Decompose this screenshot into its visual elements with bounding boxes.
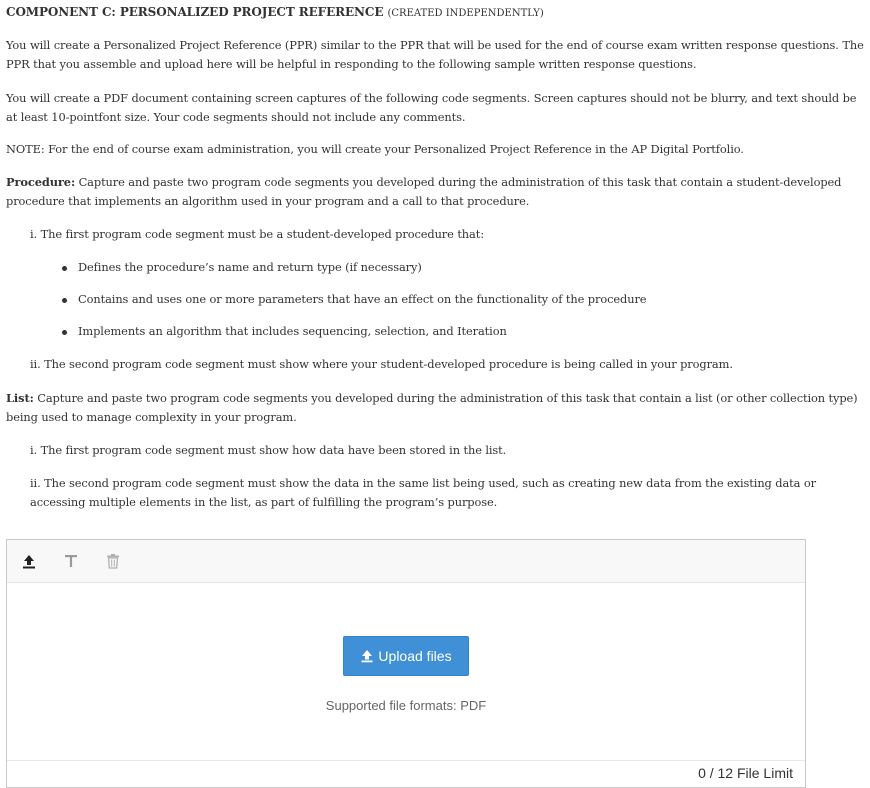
file-uploader — [6, 539, 806, 788]
upload-icon[interactable] — [20, 552, 38, 570]
list-item-i: i. The first program code segment must show how data have been stored in the list. — [30, 443, 507, 457]
procedure-item-i: i. The first program code segment must be a student-developed procedure that: — [30, 227, 484, 241]
list-item-ii: ii. The second program code segment must show the data in the same list being used, such as creating new data from the existing data or accessing multiple elements in the list, as part of fulfilling the program’s purpose. — [30, 476, 816, 509]
trash-icon[interactable] — [104, 552, 122, 570]
procedure-text: Capture and paste two program code segments you developed during the administration of this task that contain a student-developed procedure that implements an algorithm used in your program and a call to that procedure. — [6, 175, 842, 208]
drop-zone[interactable] — [7, 583, 805, 760]
page-title — [6, 3, 544, 23]
text-icon[interactable] — [62, 552, 80, 570]
file-limit-counter: 0 / 12 File Limit — [698, 765, 793, 781]
uploader-toolbar — [7, 540, 805, 583]
paragraph-note: NOTE: For the end of course exam administration, you will create your Personalized Project Reference in the AP Digital Portfolio. — [6, 142, 744, 156]
procedure-label: Procedure: — [6, 175, 76, 189]
bullet-text: Contains and uses one or more parameters that have an effect on the functionality of the procedure — [78, 292, 647, 306]
bullet-text: Implements an algorithm that includes sequencing, selection, and Iteration — [78, 324, 507, 338]
bullet-icon — [62, 266, 67, 271]
bullet-icon — [62, 330, 67, 335]
list-label: List: — [6, 391, 34, 405]
procedure-paragraph — [6, 173, 864, 211]
bullet-icon — [62, 298, 67, 303]
bullet-text: Defines the procedure’s name and return type (if necessary) — [78, 260, 422, 274]
title-sub: (CREATED INDEPENDENTLY) — [387, 8, 544, 19]
uploader-footer — [7, 760, 805, 787]
upload-files-button[interactable] — [343, 636, 469, 676]
paragraph-pdf: You will create a PDF document containing screen captures of the following code segments. Screen captures should not be blurry, and text should be at least 10-pointfont size. Your code segments should not include any comments. — [6, 91, 857, 124]
title-main: COMPONENT C: PERSONALIZED PROJECT REFERENCE — [6, 5, 384, 19]
supported-formats-text: Supported file formats: PDF — [325, 698, 487, 713]
list-text: Capture and paste two program code segments you developed during the administration of this task that contain a list (or other collection type) being used to manage complexity in your program. — [6, 391, 858, 424]
paragraph-intro: You will create a Personalized Project Reference (PPR) similar to the PPR that will be used for the end of course exam written response questions. The PPR that you assemble and upload here will be helpful in responding to the following sample written response questions. — [6, 38, 864, 71]
upload-files-label: Upload files — [378, 648, 452, 664]
list-paragraph — [6, 389, 864, 427]
upload-icon — [360, 649, 374, 663]
procedure-item-ii: ii. The second program code segment must show where your student-developed procedure is being called in your program. — [30, 357, 733, 371]
